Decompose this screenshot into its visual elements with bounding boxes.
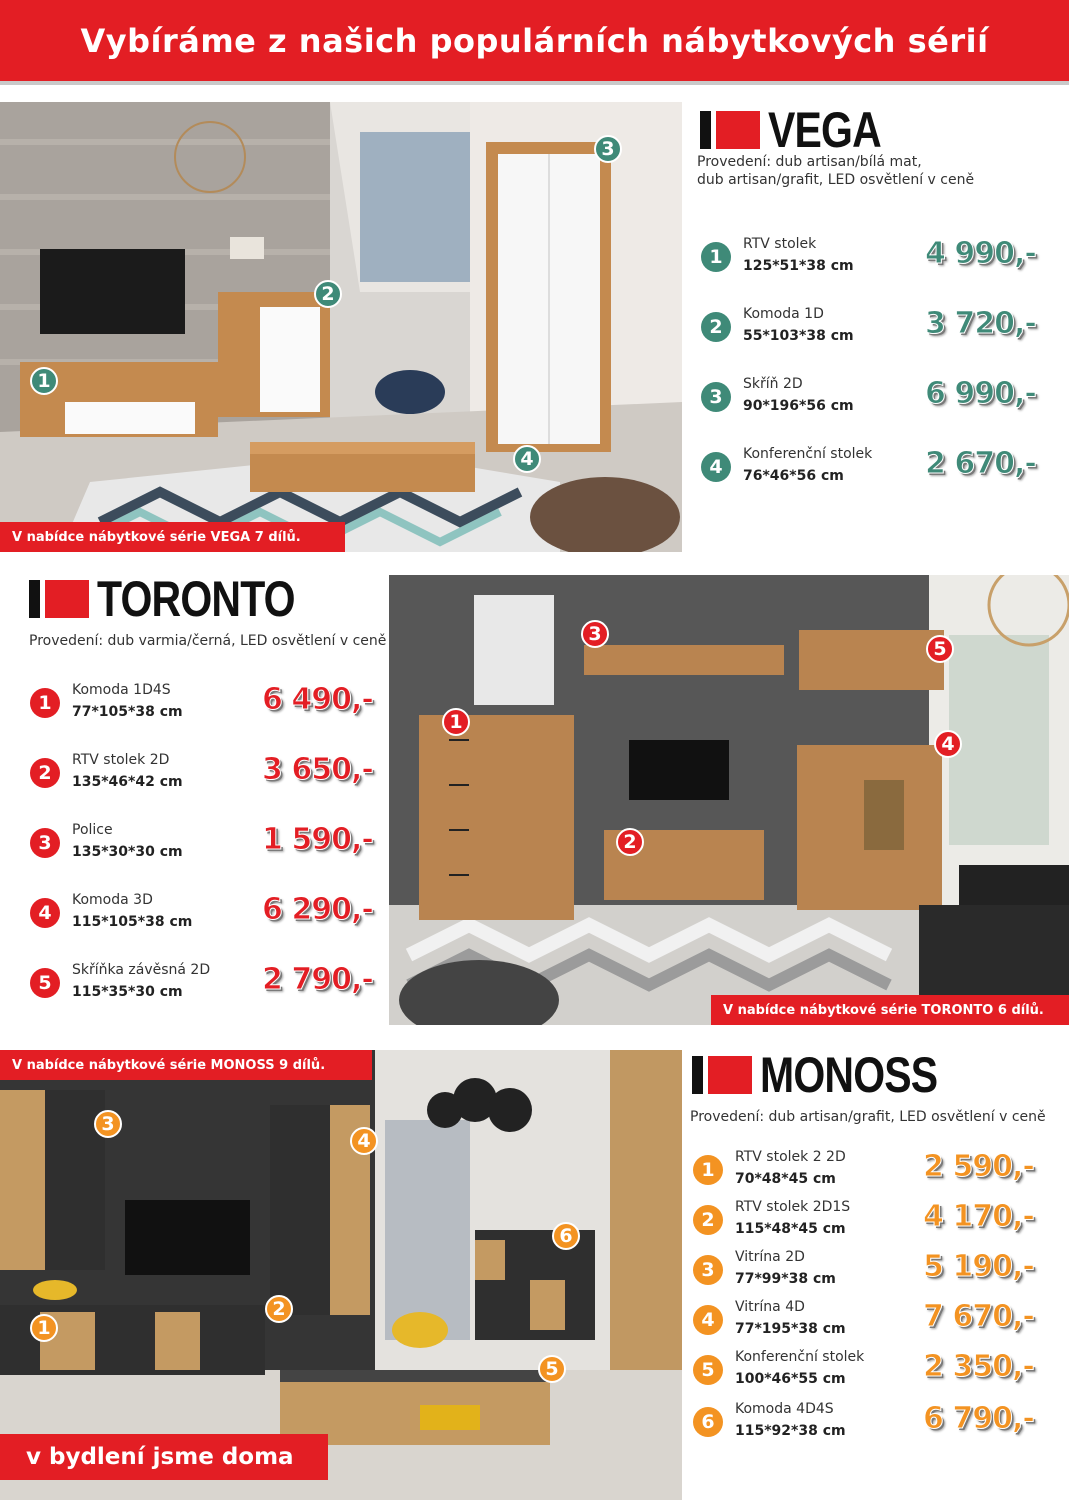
footer-slogan: v bydlení jsme doma: [0, 1434, 328, 1480]
toronto-item-5: [30, 962, 375, 1012]
item-name: RTV stolek: [743, 236, 817, 252]
brand-mark-icon: [29, 580, 89, 618]
item-price: 7 670,-: [923, 1299, 1034, 1334]
item-name: Vitrína 2D: [735, 1249, 805, 1265]
item-dimensions: 70*48*45 cm: [735, 1171, 836, 1187]
item-number-badge: 4: [701, 452, 731, 482]
item-number-badge: 4: [30, 898, 60, 928]
item-name: Komoda 4D4S: [735, 1401, 834, 1417]
toronto-item-1: [30, 682, 375, 732]
item-number-badge: 3: [701, 382, 731, 412]
toronto-series-tag: V nabídce nábytkové série TORONTO 6 dílů.: [711, 995, 1069, 1025]
item-dimensions: 100*46*55 cm: [735, 1371, 846, 1387]
item-name: RTV stolek 2 2D: [735, 1149, 846, 1165]
item-price: 3 650,-: [262, 752, 373, 787]
item-name: Konferenční stolek: [743, 446, 873, 462]
vega-finish-line1: Provedení: dub artisan/bílá mat,: [697, 154, 922, 170]
item-dimensions: 76*46*56 cm: [743, 468, 844, 484]
toronto-marker-5: 5: [926, 635, 954, 663]
item-price: 2 590,-: [923, 1149, 1034, 1184]
monoss-finish-line1: Provedení: dub artisan/grafit, LED osvětlení v ceně: [690, 1109, 1046, 1125]
item-number-badge: 6: [693, 1407, 723, 1437]
monoss-item-4: [693, 1299, 1038, 1349]
item-price: 4 170,-: [923, 1199, 1034, 1234]
toronto-marker-4: 4: [934, 730, 962, 758]
item-dimensions: 115*92*38 cm: [735, 1423, 846, 1439]
item-price: 5 190,-: [923, 1249, 1034, 1284]
item-dimensions: 115*35*30 cm: [72, 984, 183, 1000]
toronto-photo: [389, 575, 1069, 1025]
monoss-marker-3: 3: [94, 1110, 122, 1138]
toronto-item-2: [30, 752, 375, 802]
item-name: Komoda 1D4S: [72, 682, 171, 698]
toronto-logo: [29, 571, 338, 627]
item-name: Konferenční stolek: [735, 1349, 865, 1365]
item-number-badge: 1: [701, 242, 731, 272]
item-price: 6 790,-: [923, 1401, 1034, 1436]
item-name: RTV stolek 2D: [72, 752, 170, 768]
toronto-marker-2: 2: [616, 828, 644, 856]
item-price: 6 990,-: [925, 376, 1036, 411]
toronto-item-3: [30, 822, 375, 872]
item-dimensions: 135*46*42 cm: [72, 774, 183, 790]
toronto-item-4: [30, 892, 375, 942]
item-price: 6 490,-: [262, 682, 373, 717]
item-number-badge: 1: [693, 1155, 723, 1185]
monoss-marker-4: 4: [350, 1127, 378, 1155]
item-dimensions: 125*51*38 cm: [743, 258, 854, 274]
item-price: 2 790,-: [262, 962, 373, 997]
vega-item-2: [701, 306, 1041, 356]
item-name: Police: [72, 822, 113, 838]
item-name: Komoda 3D: [72, 892, 153, 908]
monoss-item-5: [693, 1349, 1038, 1399]
monoss-item-3: [693, 1249, 1038, 1299]
item-name: Skříň 2D: [743, 376, 803, 392]
monoss-finish: [690, 1108, 1046, 1126]
monoss-marker-6: 6: [552, 1222, 580, 1250]
item-dimensions: 77*105*38 cm: [72, 704, 183, 720]
monoss-marker-2: 2: [265, 1295, 293, 1323]
item-number-badge: 2: [701, 312, 731, 342]
vega-title: VEGA: [768, 102, 881, 158]
vega-item-4: [701, 446, 1041, 496]
item-dimensions: 90*196*56 cm: [743, 398, 854, 414]
vega-item-1: [701, 236, 1041, 286]
item-dimensions: 115*48*45 cm: [735, 1221, 846, 1237]
vega-marker-1: 1: [30, 367, 58, 395]
item-number-badge: 2: [30, 758, 60, 788]
item-number-badge: 3: [30, 828, 60, 858]
item-dimensions: 115*105*38 cm: [72, 914, 193, 930]
item-name: Skříňka závěsná 2D: [72, 962, 211, 978]
toronto-room-illustration: [389, 575, 1069, 1025]
item-dimensions: 77*195*38 cm: [735, 1321, 846, 1337]
page-header: [0, 0, 1069, 85]
vega-marker-2: 2: [314, 280, 342, 308]
item-number-badge: 2: [693, 1205, 723, 1235]
monoss-photo: [0, 1050, 682, 1500]
item-number-badge: 5: [30, 968, 60, 998]
item-dimensions: 55*103*38 cm: [743, 328, 854, 344]
item-price: 4 990,-: [925, 236, 1036, 271]
monoss-item-6: [693, 1401, 1038, 1451]
vega-marker-3: 3: [594, 135, 622, 163]
item-price: 2 350,-: [923, 1349, 1034, 1384]
item-name: Vitrína 4D: [735, 1299, 805, 1315]
toronto-marker-1: 1: [442, 708, 470, 736]
vega-logo: [700, 102, 906, 158]
item-number-badge: 5: [693, 1355, 723, 1385]
vega-marker-4: 4: [513, 445, 541, 473]
toronto-marker-3: 3: [581, 620, 609, 648]
item-price: 1 590,-: [262, 822, 373, 857]
vega-item-3: [701, 376, 1041, 426]
page-title: Vybíráme z našich populárních nábytkových sérií: [80, 21, 989, 60]
vega-room-illustration: [0, 102, 682, 552]
monoss-title: MONOSS: [760, 1047, 938, 1103]
item-price: 2 670,-: [925, 446, 1036, 481]
item-price: 3 720,-: [925, 306, 1036, 341]
brand-mark-icon: [692, 1056, 752, 1094]
item-name: RTV stolek 2D1S: [735, 1199, 851, 1215]
toronto-finish: [29, 632, 386, 650]
vega-finish: [697, 153, 974, 189]
item-number-badge: 4: [693, 1305, 723, 1335]
monoss-logo: [692, 1047, 976, 1103]
vega-photo: [0, 102, 682, 552]
item-price: 6 290,-: [262, 892, 373, 927]
item-dimensions: 135*30*30 cm: [72, 844, 183, 860]
vega-series-tag: V nabídce nábytkové série VEGA 7 dílů.: [0, 522, 345, 552]
item-number-badge: 1: [30, 688, 60, 718]
monoss-marker-1: 1: [30, 1314, 58, 1342]
brand-mark-icon: [700, 111, 760, 149]
vega-finish-line2: dub artisan/grafit, LED osvětlení v ceně: [697, 172, 975, 188]
item-dimensions: 77*99*38 cm: [735, 1271, 836, 1287]
toronto-finish-line1: Provedení: dub varmia/černá, LED osvětlení v ceně: [29, 633, 387, 649]
monoss-marker-5: 5: [538, 1355, 566, 1383]
toronto-title: TORONTO: [97, 571, 295, 627]
monoss-series-tag: V nabídce nábytkové série MONOSS 9 dílů.: [0, 1050, 372, 1080]
monoss-item-2: [693, 1199, 1038, 1249]
monoss-item-1: [693, 1149, 1038, 1199]
item-number-badge: 3: [693, 1255, 723, 1285]
item-name: Komoda 1D: [743, 306, 824, 322]
